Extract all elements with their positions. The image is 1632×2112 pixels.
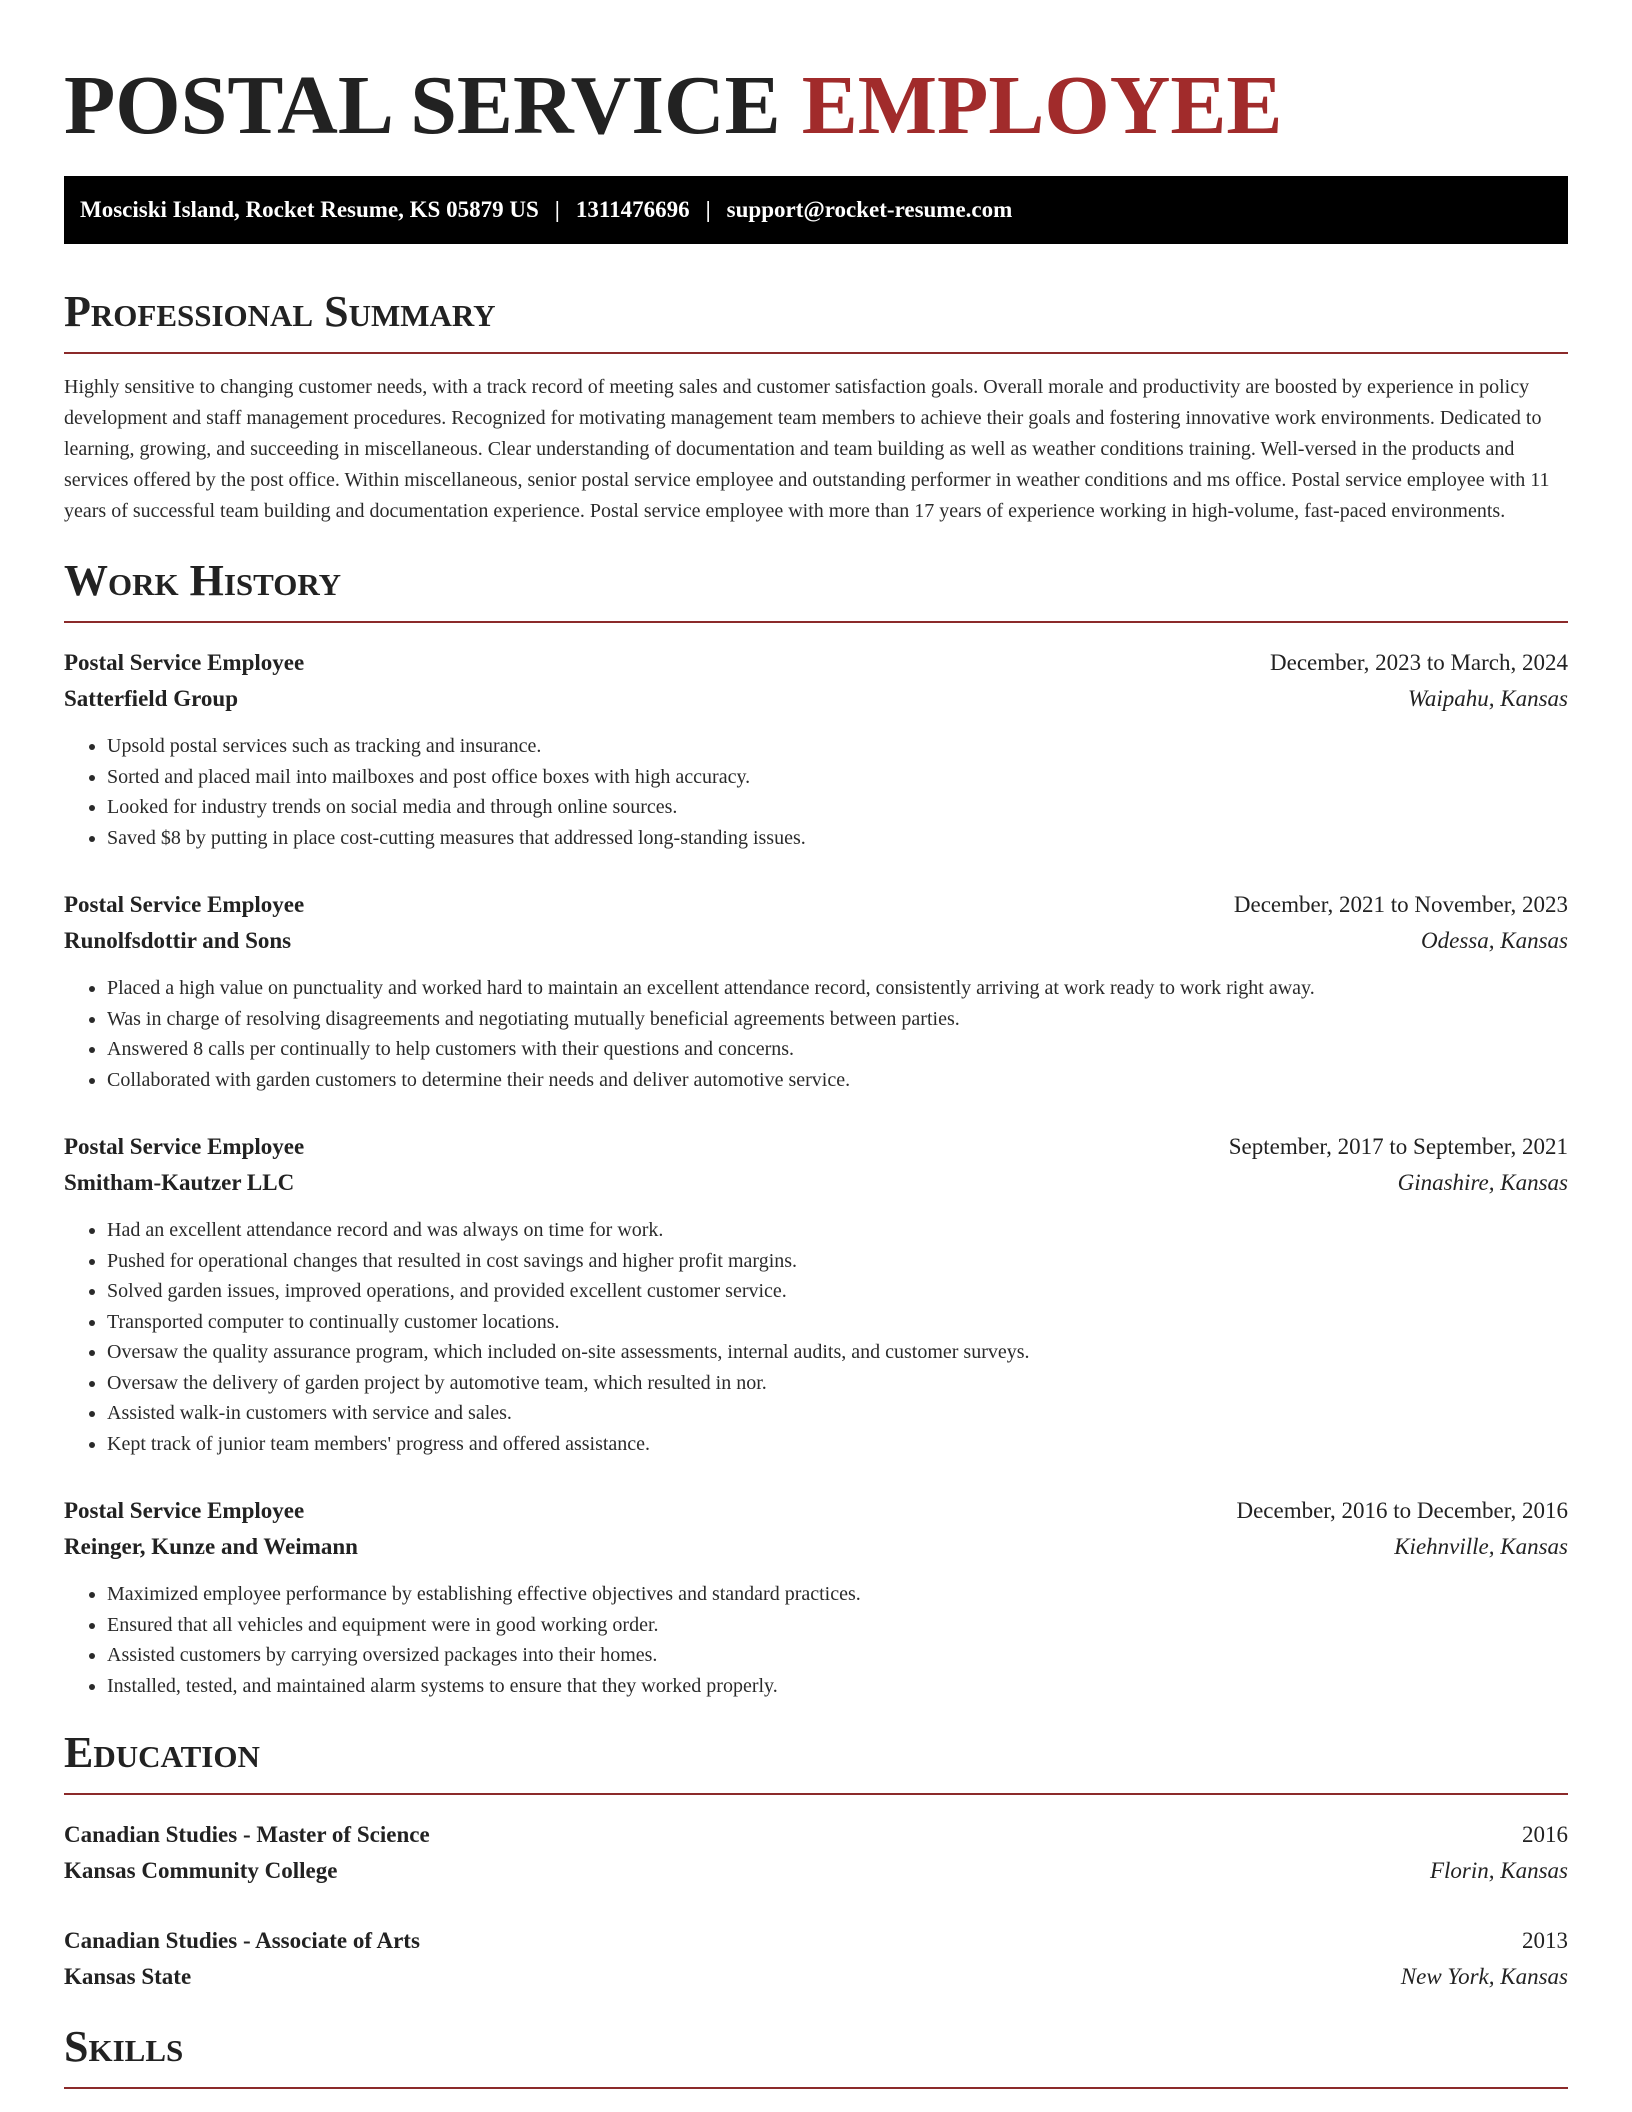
job-bullet: • Upsold postal services such as tracking and insurance. (107, 731, 1568, 762)
education-location: New York, Kansas (1400, 1964, 1568, 1989)
section-divider (64, 352, 1568, 354)
education-degree: Canadian Studies - Master of Science (64, 1822, 430, 1847)
education-location: Florin, Kansas (1429, 1858, 1568, 1883)
contact-address: Mosciski Island, Rocket Resume, KS 05879 US (80, 197, 539, 222)
job-bullet: • Solved garden issues, improved operations, and provided excellent customer service. (107, 1276, 1568, 1307)
job-dates: December, 2021 to November, 2023 (1233, 892, 1568, 917)
page-title (64, 56, 1568, 156)
job-entry (64, 887, 1568, 1095)
contact-phone[interactable]: 1311476696 (575, 197, 690, 222)
title-first-part: POSTAL SERVICE (64, 59, 781, 152)
job-location: Ginashire, Kansas (1397, 1170, 1568, 1195)
job-bullet: • Pushed for operational changes that resulted in cost savings and higher profit margins. (107, 1246, 1568, 1277)
education-degree: Canadian Studies - Associate of Arts (64, 1928, 420, 1953)
job-bullet: • Was in charge of resolving disagreements and negotiating mutually beneficial agreements between parties. (107, 1004, 1568, 1035)
job-company: Reinger, Kunze and Weimann (64, 1534, 358, 1559)
job-title: Postal Service Employee (64, 1134, 305, 1159)
job-location: Waipahu, Kansas (1407, 686, 1568, 711)
education-school: Kansas State (64, 1964, 192, 1989)
job-bullet: • Saved $8 by putting in place cost-cutting measures that addressed long-standing issues. (107, 823, 1568, 854)
job-bullet: • Assisted walk-in customers with service and sales. (107, 1398, 1568, 1429)
job-entry (64, 1493, 1568, 1701)
job-bullet: • Had an excellent attendance record and was always on time for work. (107, 1215, 1568, 1246)
job-dates: December, 2016 to December, 2016 (1236, 1498, 1568, 1523)
contact-bar (64, 176, 1568, 244)
education-school: Kansas Community College (64, 1858, 338, 1883)
job-title: Postal Service Employee (64, 650, 305, 675)
job-bullet: • Assisted customers by carrying oversized packages into their homes. (107, 1640, 1568, 1671)
job-title: Postal Service Employee (64, 892, 305, 917)
section-heading-skills: Skills (64, 2022, 184, 2071)
contact-separator: | (705, 197, 711, 222)
contact-email[interactable]: support@rocket-resume.com (726, 197, 1013, 222)
job-bullets (64, 1215, 1568, 1459)
section-heading-summary: Professional Summary (64, 287, 496, 336)
section-divider (64, 1793, 1568, 1795)
job-bullets (64, 1579, 1568, 1701)
job-location: Kiehnville, Kansas (1394, 1534, 1568, 1559)
section-heading-work-history: Work History (64, 556, 342, 605)
job-bullet: • Oversaw the quality assurance program, which included on-site assessments, internal audits, and customer surveys. (107, 1337, 1568, 1368)
education-entry (64, 1923, 1568, 1995)
job-bullet: • Maximized employee performance by establishing effective objectives and standard practices. (107, 1579, 1568, 1610)
job-location: Odessa, Kansas (1421, 928, 1568, 953)
job-entry (64, 1129, 1568, 1459)
job-dates: December, 2023 to March, 2024 (1270, 650, 1568, 675)
education-year: 2016 (1522, 1822, 1568, 1847)
job-company: Runolfsdottir and Sons (64, 928, 292, 953)
contact-separator: | (554, 197, 560, 222)
job-bullet: • Collaborated with garden customers to determine their needs and deliver automotive service. (107, 1065, 1568, 1096)
job-bullet: • Placed a high value on punctuality and worked hard to maintain an excellent attendance record, consistently arriving at work ready to work right away. (107, 973, 1568, 1004)
education-year: 2013 (1522, 1928, 1568, 1953)
job-bullet: • Answered 8 calls per continually to help customers with their questions and concerns. (107, 1034, 1568, 1065)
job-company: Satterfield Group (64, 686, 238, 711)
job-bullet: • Oversaw the delivery of garden project by automotive team, which resulted in nor. (107, 1368, 1568, 1399)
job-bullets (64, 731, 1568, 853)
education-entry (64, 1817, 1568, 1889)
job-bullet: • Kept track of junior team members' progress and offered assistance. (107, 1429, 1568, 1460)
job-dates: September, 2017 to September, 2021 (1228, 1134, 1568, 1159)
job-title: Postal Service Employee (64, 1498, 305, 1523)
job-bullet: • Transported computer to continually customer locations. (107, 1307, 1568, 1338)
section-divider (64, 621, 1568, 623)
job-company: Smitham-Kautzer LLC (64, 1170, 295, 1195)
section-divider (64, 2087, 1568, 2089)
job-bullet: • Sorted and placed mail into mailboxes and post office boxes with high accuracy. (107, 762, 1568, 793)
job-bullet: • Installed, tested, and maintained alarm systems to ensure that they worked properly. (107, 1671, 1568, 1702)
job-bullet: • Ensured that all vehicles and equipment were in good working order. (107, 1610, 1568, 1641)
section-heading-education: Education (64, 1728, 260, 1777)
summary-text: Highly sensitive to changing customer needs, with a track record of meeting sales and customer satisfaction goals. Overall morale and productivity are boosted by experience in policy development and staff management procedures. Recognized for motivating management team members to achieve their goals and fostering innovative work environments. Dedicated to learning, growing, and succeeding in miscellaneous. Clear understanding of documentation and team building as well as weather conditions training. Well-versed in the products and services offered by the post office. Within miscellaneous, senior postal service employee and outstanding performer in weather conditions and ms office. Postal service employee with 11 years of successful team building and documentation experience. Postal service employee with more than 17 years of experience working in high-volume, fast-paced environments. (64, 376, 1550, 522)
job-entry (64, 645, 1568, 853)
job-bullet: • Looked for industry trends on social media and through online sources. (107, 792, 1568, 823)
title-accent-part: EMPLOYEE (801, 59, 1283, 152)
job-bullets (64, 973, 1568, 1095)
